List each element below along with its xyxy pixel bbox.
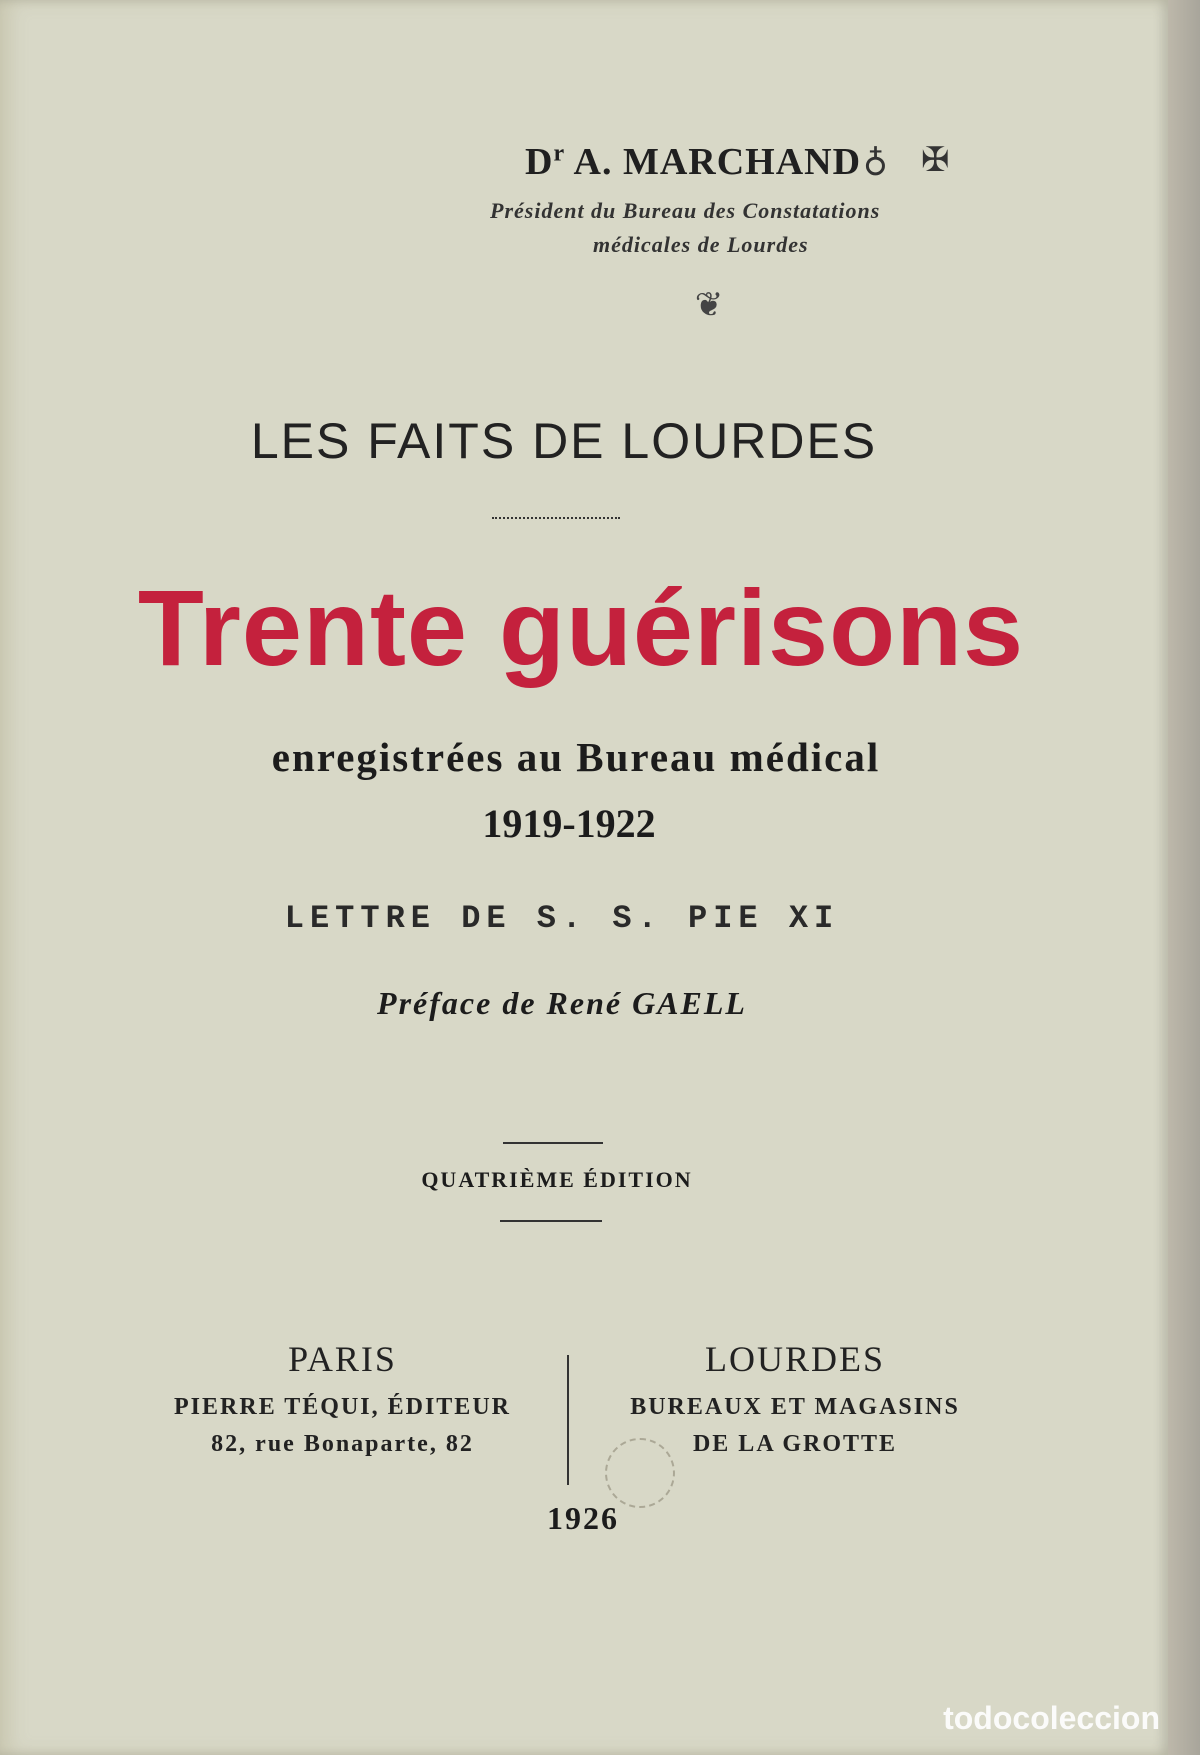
publisher-paris-city: PARIS: [288, 1339, 397, 1379]
watermark-logo: todocoleccion: [943, 1700, 1160, 1736]
edition-rule-bottom: [500, 1220, 602, 1222]
papal-letter: LETTRE DE S. S. PIE XI: [284, 900, 840, 937]
publication-year: 1926: [547, 1500, 619, 1536]
publisher-paris-line1: PIERRE TÉQUI, ÉDITEUR: [174, 1394, 511, 1420]
series-divider: [492, 517, 620, 519]
edition: QUATRIÈME ÉDITION: [421, 1167, 693, 1192]
author-name: $D^r$ A. MARCHAND: [525, 140, 862, 183]
medal-icon: ♁: [863, 142, 888, 179]
author-role-line1: Président du Bureau des Constatations: [490, 198, 881, 223]
ornament: ❦: [694, 287, 724, 324]
publisher-lourdes-line1: BUREAUX ET MAGASINS: [630, 1394, 960, 1420]
book-years: 1919-1922: [482, 801, 656, 846]
book-subtitle: enregistrées au Bureau médical: [271, 734, 881, 780]
series-title: LES FAITS DE LOURDES: [250, 413, 878, 469]
publisher-divider: [567, 1355, 569, 1485]
book-spine-edge: [1168, 0, 1200, 1755]
publisher-lourdes: [620, 1338, 970, 1458]
publisher-lourdes-city: LOURDES: [704, 1339, 885, 1379]
publisher-paris-line2: 82, rue Bonaparte, 82: [211, 1431, 474, 1457]
edition-rule-top: [503, 1142, 603, 1144]
publisher-lourdes-line2: DE LA GROTTE: [692, 1431, 898, 1457]
author-role-line2: médicales de Lourdes: [593, 232, 809, 257]
preface-credit: Préface de René GAELL: [377, 985, 747, 1021]
book-title: Trente guérisons: [137, 567, 1025, 688]
faded-stamp: [605, 1438, 675, 1508]
cross-icon: ✠: [921, 142, 950, 179]
publisher-paris: [165, 1338, 520, 1458]
